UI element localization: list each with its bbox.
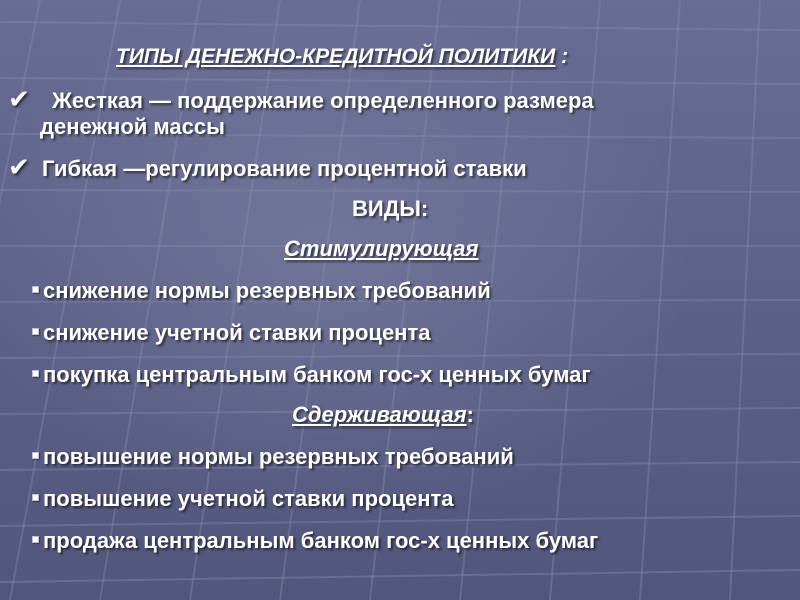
list-item-text: продажа центральным банком гос-х ценных бумаг: [43, 528, 599, 553]
kinds-heading-text: ВИДЫ: [352, 196, 421, 221]
restraining-heading-text: Сдерживающая: [292, 402, 467, 427]
kinds-heading-suffix: :: [420, 196, 429, 221]
restraining-heading-suffix: :: [466, 402, 474, 427]
restraining-heading: [292, 402, 474, 428]
type-flexible: Гибкая —регулирование процентной ставки: [42, 156, 527, 181]
type-rigid-line2: денежной массы: [40, 114, 225, 139]
check-icon: ✔: [8, 84, 30, 114]
list-item: [32, 320, 430, 346]
square-bullet-icon: [32, 452, 39, 459]
list-item: [32, 444, 514, 470]
list-item-text: покупка центральным банком гос-х ценных бумаг: [43, 362, 591, 387]
slide-title-text: ТИПЫ ДЕНЕЖНО-КРЕДИТНОЙ ПОЛИТИКИ: [116, 45, 556, 68]
list-item: [32, 278, 491, 304]
list-item-text: повышение учетной ставки процента: [43, 486, 454, 511]
kinds-heading: [352, 196, 428, 222]
slide-title: [116, 44, 568, 70]
list-item: [32, 362, 590, 388]
stimulating-heading: Стимулирующая: [284, 236, 479, 261]
square-bullet-icon: [32, 328, 39, 335]
type-rigid-line1: Жесткая — поддержание определенного размера: [52, 88, 594, 113]
list-item-text: повышение нормы резервных требований: [43, 444, 514, 469]
list-item-text: снижение нормы резервных требований: [43, 278, 491, 303]
square-bullet-icon: [32, 370, 39, 377]
square-bullet-icon: [32, 536, 39, 543]
list-item: [32, 528, 598, 554]
square-bullet-icon: [32, 286, 39, 293]
list-item: [32, 486, 454, 512]
square-bullet-icon: [32, 494, 39, 501]
list-item-text: снижение учетной ставки процента: [43, 320, 431, 345]
check-icon: ✔: [8, 152, 30, 182]
slide-title-suffix: :: [555, 45, 569, 68]
